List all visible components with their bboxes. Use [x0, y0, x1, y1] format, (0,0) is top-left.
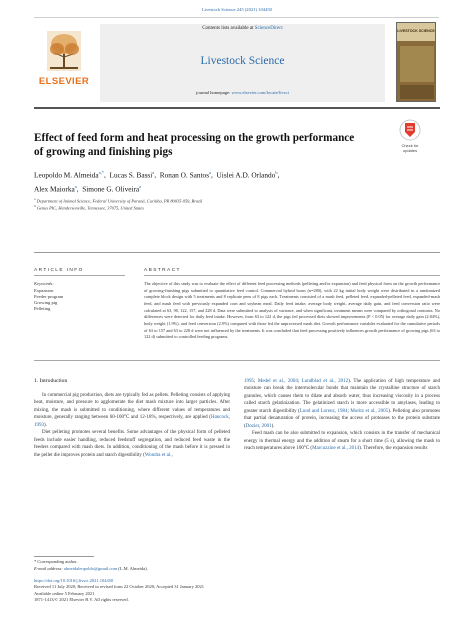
elsevier-logo[interactable]	[34, 25, 94, 95]
author-affil-marker[interactable]: a	[74, 184, 77, 190]
affiliation-marker: a	[34, 197, 36, 201]
keywords-heading: Keywords:	[34, 281, 54, 286]
paragraph-text: ). The application of high temperature and moisture can break the intermolecular bonds that maintain the crystalline structure of starch granules, which causes them to dilate and absorb water, thus increasing viscosity in a process called starch gelatinization. The gelatinized starch is more accessible to amylases, leading to greater starch digestibility (	[244, 379, 441, 414]
keyword: Growing pig	[34, 300, 58, 305]
author[interactable]: Simone G. Oliveira	[82, 184, 140, 194]
article-title: Effect of feed form and heat processing on the growth performance of growing and finishing pigs	[34, 132, 355, 158]
header-separator	[34, 252, 440, 253]
left-column	[34, 392, 230, 459]
right-column	[244, 378, 440, 453]
author-affil-marker[interactable]: a	[152, 170, 155, 175]
paragraph-text: Diet pelleting promotes several benefits. Some advantages of the physical form of pelleted feeds include easier handling, reduced feedstuff segregation, and reduced feed waste in the feeders compared with mash diets. In addition, conditioning of the mash before it is pressed in the pellet die improves protein and starch digestibility (	[34, 430, 230, 458]
cover-photo-lower	[400, 85, 434, 99]
citation-link[interactable]: Dozier, 2001	[245, 423, 272, 429]
abstract-heading: ABSTRACT	[144, 268, 181, 273]
citation-link[interactable]: Medel et al., 2004	[257, 379, 298, 384]
paragraph-text: In commercial pig production, diets are typically fed as pellets. Pelleting consists of applying heat, moisture, and pressure to agglomerate the diet mash mixture into larger particles. After mixing, the mash is submitted to conditioning, where different values of temperatures and moisture, generally ranging between 60-100°C and 12-18%, respectively, are applied (	[34, 393, 230, 421]
footnote-rule	[34, 556, 94, 557]
masthead-rule	[34, 107, 440, 109]
journal-band	[100, 24, 385, 102]
check-for-updates-label[interactable]	[392, 144, 428, 153]
cover-title: LIVESTOCK SCIENCE	[397, 29, 435, 33]
intro-paragraph	[244, 379, 440, 429]
abstract-rule	[144, 275, 440, 276]
author-affil-marker[interactable]: a	[139, 184, 142, 190]
publication-info	[34, 578, 434, 603]
author[interactable]: Ronan O. Santos	[159, 170, 210, 180]
introduction-heading: 1. Introduction	[34, 378, 68, 384]
abstract-end-rule	[34, 360, 440, 361]
footnotes	[34, 559, 334, 572]
publisher-logo-text: ELSEVIER	[38, 76, 90, 87]
paragraph-text: ). Therefore, the expansion results	[359, 446, 428, 452]
received-dates: Received 11 July 2020; Received in revised form 22 October 2020; Accepted 31 January 2021	[34, 584, 205, 590]
homepage-prefix: journal homepage:	[196, 90, 231, 95]
journal-masthead	[34, 17, 439, 105]
running-head[interactable]: Livestock Science 245 (2021) 104450	[202, 7, 272, 12]
paragraph-text: ;	[297, 379, 302, 384]
corresponding-author-note: * Corresponding author.	[34, 559, 78, 564]
affiliation	[34, 197, 434, 203]
citation-link[interactable]: Lundblad et al., 2012	[301, 379, 349, 384]
keyword: Feeder program	[34, 294, 64, 299]
homepage-link[interactable]: www.elsevier.com/locate/livsci	[231, 90, 289, 95]
doi-link[interactable]: https://doi.org/10.1016/j.livsci.2021.104450	[34, 578, 114, 583]
email-note	[34, 566, 334, 573]
author-affil-marker[interactable]: b	[275, 170, 278, 175]
email-suffix: (L.M. Almeida).	[118, 565, 148, 571]
tree-logo-icon	[47, 31, 81, 71]
author[interactable]: Lucas S. Bassi	[109, 170, 153, 180]
author-list: Leopoldo M. Almeida$^{a,*}$, Lucas S. Bassi$^a$, Ronan O. Santos$^a$, Uislei A.D. Orlando$^b$, Alex Maiorka$^a$, Simone G. Oliveira$^a$	[34, 170, 280, 194]
author[interactable]: Uislei A.D. Orlando	[216, 170, 276, 180]
citation-link[interactable]: Moritz et al., 2005	[350, 408, 389, 414]
updates-label-line2: updates	[402, 147, 418, 153]
cover-photo	[400, 46, 434, 82]
intro-paragraph	[34, 392, 230, 429]
paragraph-text: ;	[254, 379, 258, 384]
paragraph-text: ). Pelleting also promotes that partial denaturation of protein, increasing the access of proteases to the protein substrate (	[244, 408, 441, 429]
citation-link[interactable]: Lund and Lorenz, 1984	[299, 408, 348, 414]
keyword: Pelleting	[34, 306, 51, 311]
updates-label-line1: Check for	[401, 143, 419, 148]
author[interactable]: Alex Maiorka	[34, 184, 75, 194]
author[interactable]: Leopoldo M. Almeida	[34, 170, 99, 180]
citation-link[interactable]: 1995	[244, 379, 254, 384]
paragraph-text: Feed mash can be also submitted to expansion, which consists in the transfer of mechanical energy in thermal energy and the addition of steam for a short time (5 s), allowing the mash to reach temperatures above 100°C (	[244, 431, 440, 452]
check-for-updates-icon[interactable]	[398, 118, 422, 144]
affiliation-marker: b	[34, 204, 36, 208]
citation-link[interactable]: Wondra et al.,	[144, 452, 173, 458]
author-affil-marker[interactable]: a,*	[98, 170, 105, 175]
email-link[interactable]: almeidaleopoldo@gmail.com	[63, 565, 118, 571]
keyword: Expansion	[34, 288, 54, 293]
keywords-list	[34, 288, 134, 312]
contents-prefix: Contents lists available at	[202, 26, 254, 31]
abstract-text: The objective of this study was to evaluate the effect of different feed processing methods (pelleting and/or expansion) and feed physical form on the growth performance of growing-finishing pigs submitted to quantitative feed control. Commercial hybrid boars (n=280), with 22 kg initial body weight were distributed in a randomized complete block design with 5 treatments and 8 replicate pens of 8 pigs each. Treatments consisted of a mash feed, pelleted feed, expanded-pelleted feed, expanded-mash feed, and mash feed with previously expanded corn and soybean meal. Daily feed intake, average body weight, average daily gain, and feed conversion ratio were calculated at 63, 90, 122, 157, and 228 d. Data were submitted to analysis of variance, and when significant, treatment means were compared by orthogonal contrasts. No differences were detected for daily feed intake. However, from 63 to 122 d, the pigs fed processed diets showed improvements (P < 0.05) for average daily gain (2.84%), body weight (1.9%), and feed conversion (2.9%) compared with those fed the unprocessed mash diet. Growth performance variables evaluated for the cumulative periods of 63 to 157 and 63 to 228 d were not influenced by the treatments. It was concluded that feed processing positively influences growth performance of growing pigs (63 to 122 d) submitted to controlled feeding programs.	[144, 281, 440, 340]
available-online: Available online 5 February 2021	[34, 590, 95, 596]
copyright-line: 1871-1413/© 2021 Elsevier B.V. All rights reserved.	[34, 596, 129, 602]
journal-cover-thumbnail[interactable]	[396, 22, 436, 102]
affiliation-text: Department of Animal Science, Federal University of Paraná, Curitiba, PR 80035-050, Brazil	[36, 198, 203, 204]
affiliation	[34, 204, 434, 210]
homepage-line	[100, 90, 385, 95]
sciencedirect-link[interactable]: ScienceDirect	[254, 26, 283, 31]
journal-title: Livestock Science	[200, 55, 285, 67]
paragraph-text: ).	[271, 423, 275, 429]
contents-line	[100, 26, 385, 31]
affiliation-text: Genus PIC, Hendersonville, Tennessee, 37075, United States	[36, 205, 144, 211]
intro-paragraph	[34, 429, 230, 459]
article-info-heading: ARTICLE INFO	[34, 268, 84, 273]
author-affil-marker[interactable]: a	[209, 170, 212, 175]
email-label: E-mail address:	[34, 565, 63, 571]
article-info-rule	[34, 275, 125, 276]
citation-link[interactable]: Marcuzzine et al., 2014	[312, 446, 360, 452]
paragraph-text: ).	[44, 422, 47, 428]
paragraph-text: ;	[347, 408, 351, 414]
citation-link[interactable]: Hancock, 1993	[34, 415, 230, 428]
intro-paragraph	[244, 430, 440, 452]
